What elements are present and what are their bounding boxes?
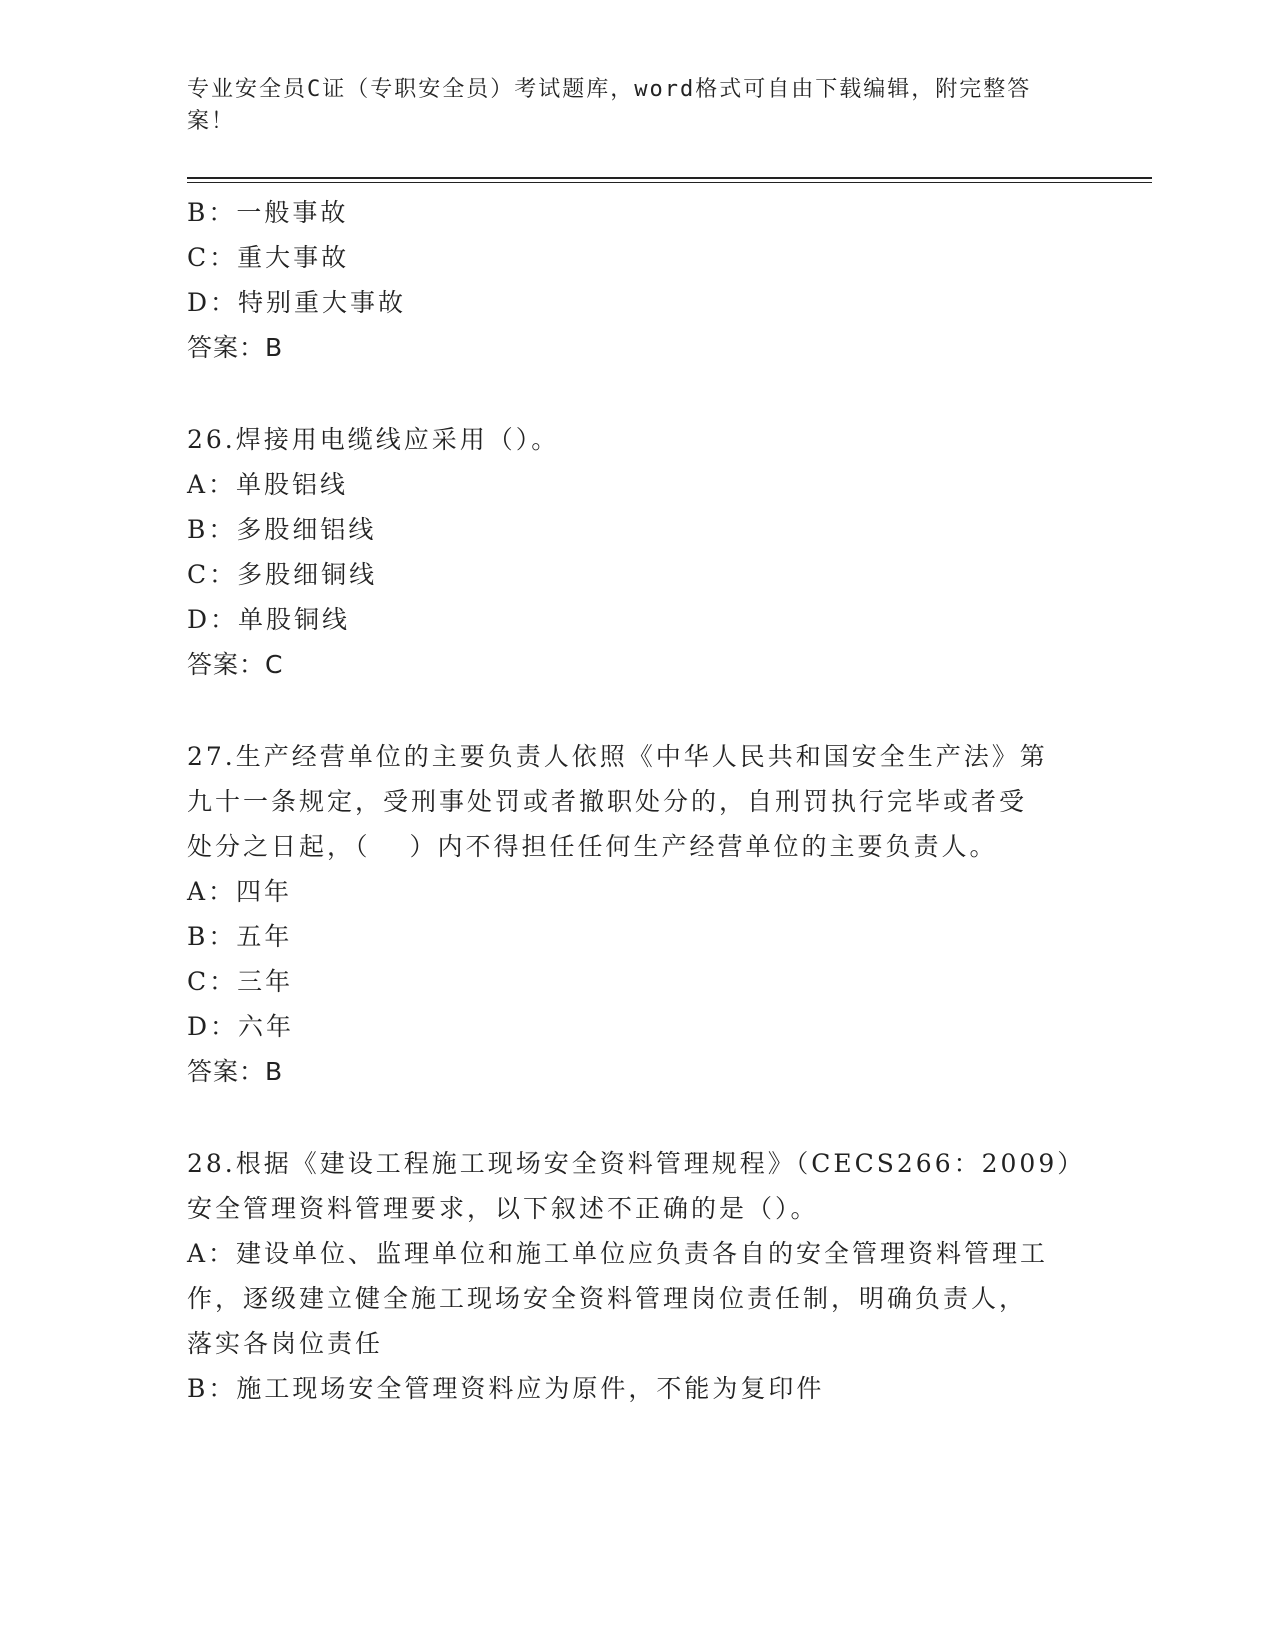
question-text-line-3: 处分之日起，（ ）内不得担任任何生产经营单位的主要负责人。 [187,832,998,861]
option-b: B：一般事故 [187,198,349,227]
header-rule-thin [187,182,1152,183]
header-line-1: 专业安全员C证（专职安全员）考试题库，word格式可自由下载编辑，附完整答 [187,77,1032,102]
question-list [187,190,1087,1411]
answer: 答案：C [187,650,284,679]
option-b: B：五年 [187,922,293,951]
question-26 [187,417,1087,687]
answer: 答案：B [187,1057,284,1086]
option-d: D：单股铜线 [187,605,351,634]
question-text-line-2: 九十一条规定，受刑事处罚或者撤职处分的，自刑罚执行完毕或者受 [187,787,1028,816]
document-header [187,74,1067,138]
header-line-2: 案！ [187,109,236,134]
option-a: A：四年 [187,877,293,906]
option-a: A：单股铝线 [187,470,349,499]
answer: 答案：B [187,333,284,362]
question-text-line-1: 28.根据《建设工程施工现场安全资料管理规程》（CECS266：2009） [187,1149,1086,1178]
option-c: C：三年 [187,967,294,996]
question-text-line-1: 27.生产经营单位的主要负责人依照《中华人民共和国安全生产法》第 [187,742,1048,771]
option-b: B：施工现场安全管理资料应为原件，不能为复印件 [187,1374,825,1403]
option-d: D：特别重大事故 [187,288,407,317]
header-rule-thick [187,177,1152,179]
option-c: C：重大事故 [187,243,350,272]
question-28 [187,1141,1087,1411]
question-27 [187,734,1087,1094]
option-c: C：多股细铜线 [187,560,378,589]
option-a-line-1: A：建设单位、监理单位和施工单位应负责各自的安全管理资料管理工 [187,1239,1049,1268]
option-d: D：六年 [187,1012,295,1041]
question-text: 26.焊接用电缆线应采用（）。 [187,425,560,454]
option-b: B：多股细铝线 [187,515,377,544]
option-a-line-2: 作，逐级建立健全施工现场安全资料管理岗位责任制，明确负责人， [187,1284,1028,1313]
question-25 [187,190,1087,370]
option-a-line-3: 落实各岗位责任 [187,1329,384,1358]
question-text-line-2: 安全管理资料管理要求，以下叙述不正确的是（）。 [187,1194,819,1223]
